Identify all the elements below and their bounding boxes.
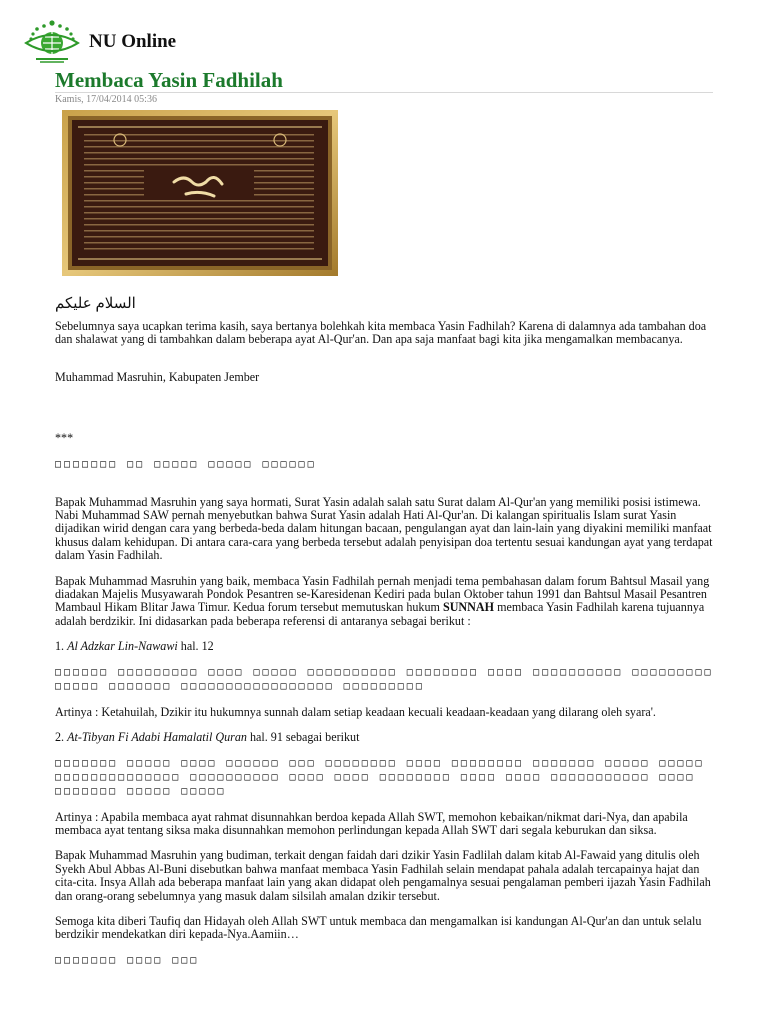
article-body — [55, 320, 715, 968]
answer-p2-bold: SUNNAH — [442, 600, 495, 615]
ref2-page: hal. 91 sebagai berikut — [246, 730, 360, 745]
greeting-arabic — [55, 294, 136, 313]
nu-globe-logo-icon[interactable] — [22, 19, 82, 65]
reference-1 — [55, 640, 715, 653]
separator: *** — [55, 431, 74, 446]
title-divider — [55, 92, 713, 93]
arabic-text-unrendered: □□□□□□□ □□ □□□□□ □□□□□ □□□□□□ — [55, 458, 317, 470]
answer-paragraph-2 — [55, 575, 715, 629]
ref1-number: 1. — [55, 639, 68, 654]
answer-p2-text-end: membaca Yasin Fadhilah karena tujuannya adalah berdzikir. Ini didasarkan pada beberapa referensi di antaranya sebagai berikut : — [55, 600, 705, 628]
answer-paragraph-3: Bapak Muhammad Masruhin yang budiman, terkait dengan faidah dari dzikir Yasin Fadlilah dalam kitab Al-Fawaid yang ditulis oleh Syekh Abul Abbas Al-Buni disebutkan bahwa manfaat membaca Yasin Fadhilah selain mendapat pahala adalah tercapainya hajat dan cita-cita. Insya Allah ada beberapa manfaat lain yang akan didapat oleh pengamalnya sesuai pengalaman pemberi ijazah Yasin Fadhilah dan orang-orang sebelumnya yang masuk dalam silsilah amalan dzikir tersebut. — [55, 848, 711, 903]
ref2-number: 2. — [55, 730, 68, 745]
site-name[interactable]: NU Online — [89, 31, 177, 52]
arabic-text-unrendered: □□□□□□ □□□□□□□□□ □□□□ □□□□□ □□□□□□□□□□ □□□□□□□□ □□□□ □□□□□□□□□□ □□□□□□□□□ □□□□□ □□□□□□□ □□□□□□□□□□□□□□□□□ □□□□□□□□□ — [55, 666, 714, 692]
question-paragraph: Sebelumnya saya ucapkan terima kasih, saya bertanya bolehkah kita membaca Yasin Fadhilah? Karena di dalamnya ada tambahan doa dan shalawat yang di tambahkan dalam beberapa ayat Al-Qur'an. Dan apa saja manfaat bagi kita jika mengamalkan membacanya. — [55, 319, 707, 347]
site-header — [22, 18, 176, 66]
ref1-page: hal. 12 — [177, 639, 214, 654]
arabic-text-unrendered: □□□□□□□ □□□□□ □□□□ □□□□□□ □□□ □□□□□□□□ □□□□ □□□□□□□□ □□□□□□□ □□□□□ □□□□□ □□□□□□□□□□□□□□ □□□□□□□□□□ □□□□ □□□□ □□□□□□□□ □□□□ □□□□ □□□□□□□□□□□ □□□□ □□□□□□□ □□□□□ □□□□□ — [55, 757, 705, 797]
reference-2-translation: Artinya : Apabila membaca ayat rahmat disunnahkan berdoa kepada Allah SWT, memohon kebaikan/nikmat dari-Nya, dan apabila membaca ayat tentang siksa maka disunnahkan memohon perlindungan kepada Allah SWT dari segala keburukan dan siksa. — [55, 809, 688, 837]
answer-p2-text: Bapak Muhammad Masruhin yang baik, membaca Yasin Fadhilah pernah menjadi tema pembahasan dalam forum Bahtsul Masail yang diadakan Majelis Musyawarah Pondok Pesantren se-Karesidenan Kediri pada bulan Oktober tahun 1991 dan Bahtsul Masail Pesantren Mambaul Hikam Blitar Jawa Timur. Kedua forum tersebut memutuskan hukum — [55, 573, 710, 615]
answer-paragraph-1: Bapak Muhammad Masruhin yang saya hormati, Surat Yasin adalah salah satu Surat dalam Al-Qur'an yang memiliki posisi istimewa. Nabi Muhammad SAW pernah menyebutkan bahwa Surat Yasin adalah Hati Al-Qur'an. Di kalangan spiritualis Islam surat Yasin dijadikan wirid dengan cara yang berbeda-beda dalam hitungan bacaan, pengulangan ayat dan lain-lain yang diyakini memiliki manfaat khusus dalam kehidupan. Di antara cara-cara yang berbeda tersebut adalah penyisipan doa tertentu sesuai kandungan ayat yang terdapat dalam Yasin Fadhilah. — [55, 494, 713, 563]
asker-name: Muhammad Masruhin, Kabupaten Jember — [55, 369, 260, 384]
reference-1-translation: Artinya : Ketahuilah, Dzikir itu hukumnya sunnah dalam setiap keadaan kecuali keadaan-keadaan yang dilarang oleh syara'. — [55, 704, 656, 719]
greeting-text: السلام عليكم — [55, 296, 136, 312]
ref1-title: Al Adzkar Lin-Nawawi — [67, 639, 178, 654]
article-image — [62, 110, 338, 276]
article-date: Kamis, 17/04/2014 05:36 — [55, 94, 157, 105]
reference-2 — [55, 731, 715, 744]
article-title: Membaca Yasin Fadhilah — [55, 68, 283, 92]
ref2-title: At-Tibyan Fi Adabi Hamalatil Quran — [67, 730, 247, 745]
closing-paragraph: Semoga kita diberi Taufiq dan Hidayah oleh Allah SWT untuk membaca dan mengamalkan isi kandungan Al-Qur'an dan untuk selalu berdzikir mendekatkan diri kepada-Nya.Aamiin… — [55, 913, 702, 942]
arabic-text-unrendered: □□□□□□□ □□□□ □□□ — [55, 954, 200, 966]
